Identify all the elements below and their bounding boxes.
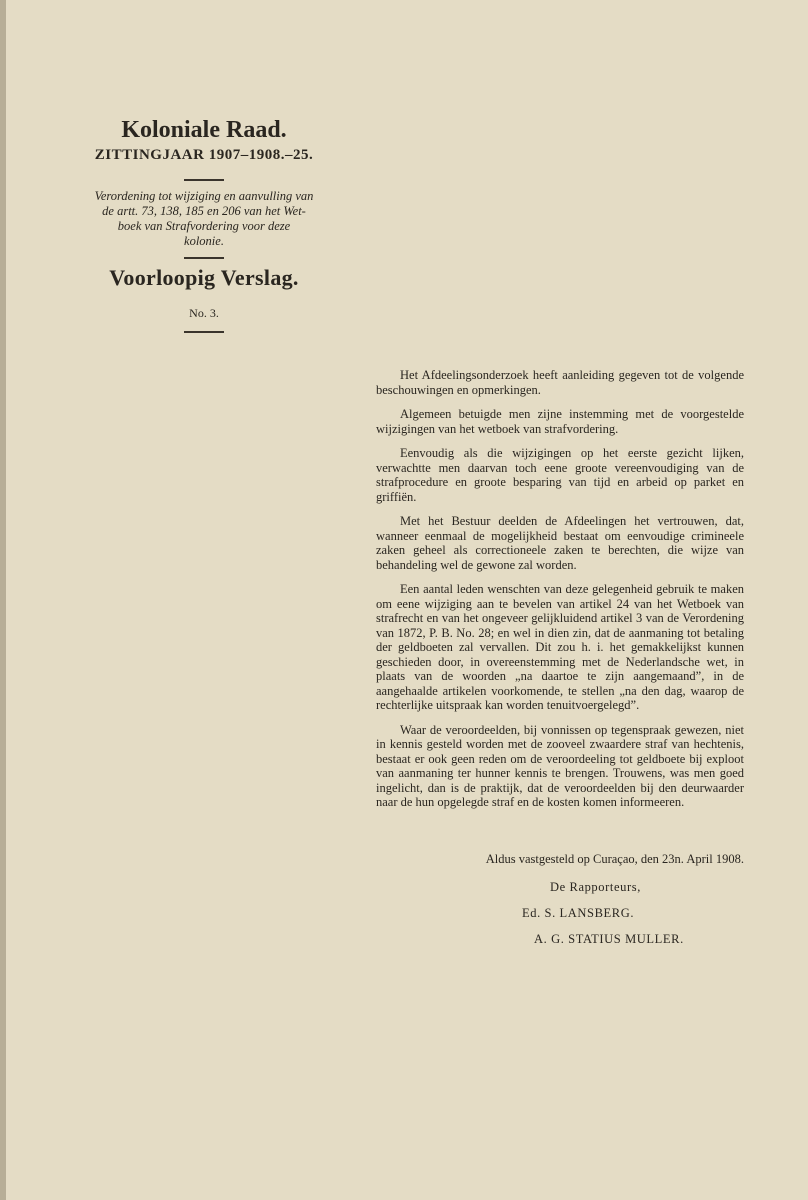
subject-line: boek van Strafvordering voor deze [117,219,291,233]
document-header [64,115,344,333]
body-paragraph: Eenvoudig als die wijzigingen op het eerste gezicht lijken, verwachtte men daarvan toch eene groote vereenvoudiging van de strafprocedure en groote besparing van tijd en arbeid op parket en griffiën. [376,446,744,504]
signatory-name: A. G. STATIUS MULLER. [534,932,684,946]
subject-line: de artt. 73, 138, 185 en 206 van het Wet- [102,204,306,218]
document-page [6,0,808,1200]
body-paragraph: Waar de veroordeelden, bij vonnissen op tegenspraak gewezen, niet in kennis gesteld worden met de zooveel zwaardere straf van hechtenis, bestaat er ook geen reden om de veroordeeling tot geldboete bij exploot van aanmaning ter hunner kennis te brengen. Trouwens, was men goed ingelicht, dan is de praktijk, dat de veroordeelden bij den deurwaarder naar de hun opgelegde straf en de kosten komen informeeren. [376,722,744,809]
adoption-line: Aldus vastgesteld op Curaçao, den 23n. April 1908. [485,852,744,866]
rapporteurs-label: De Rapporteurs, [550,880,641,894]
body-paragraph: Algemeen betuigde men zijne instemming met de voorgestelde wijzigingen van het wetboek van strafvordering. [376,407,744,436]
report-title: Voorloopig Verslag. [109,265,299,290]
signatory-name: Ed. S. LANSBERG. [522,906,635,920]
report-number: No. 3. [189,306,219,320]
divider-rule [184,257,224,259]
body-paragraph: Het Afdeelingsonderzoek heeft aanleiding gegeven tot de volgende beschouwingen en opmerkingen. [376,368,744,397]
report-body [376,368,744,820]
subject-line: kolonie. [184,234,224,248]
divider-rule [184,179,224,181]
divider-rule [184,331,224,333]
subject-block [64,189,344,249]
subject-line: Verordening tot wijziging en aanvulling van [94,189,314,203]
spacer [64,291,344,305]
session-year: ZITTINGJAAR 1907–1908.–25. [94,147,314,163]
body-paragraph: Een aantal leden wenschten van deze gelegenheid gebruik te maken om eene wijziging aan te bevelen van artikel 24 van het Wetboek van strafrecht en van het ongeveer gelijkluidend artikel 3 van de Verordening van 1872, P. B. No. 28; en wel in dien zin, dat de aanmaning tot betaling der geldboeten zal vervallen. Dit zou h. i. het gemakkelijkst kunnen geschieden door, in overeenstemming met de Nederlandsche wet, in plaats van de woorden „na daartoe te zijn aangemaand”, in de aangehaalde artikelen voorkomende, te stellen „na den dag, waarop de rechterlijke uitspraak kan worden tenuitvoergelegd”. [376,582,744,712]
body-paragraph: Met het Bestuur deelden de Afdeelingen het vertrouwen, dat, wanneer eenmaal de mogelijkheid bestaat om eenvoudige crimineele zaken geheel als correctioneele zaken te berechten, die wijze van behandeling wel de gewone zal worden. [376,514,744,572]
council-title: Koloniale Raad. [121,117,287,143]
